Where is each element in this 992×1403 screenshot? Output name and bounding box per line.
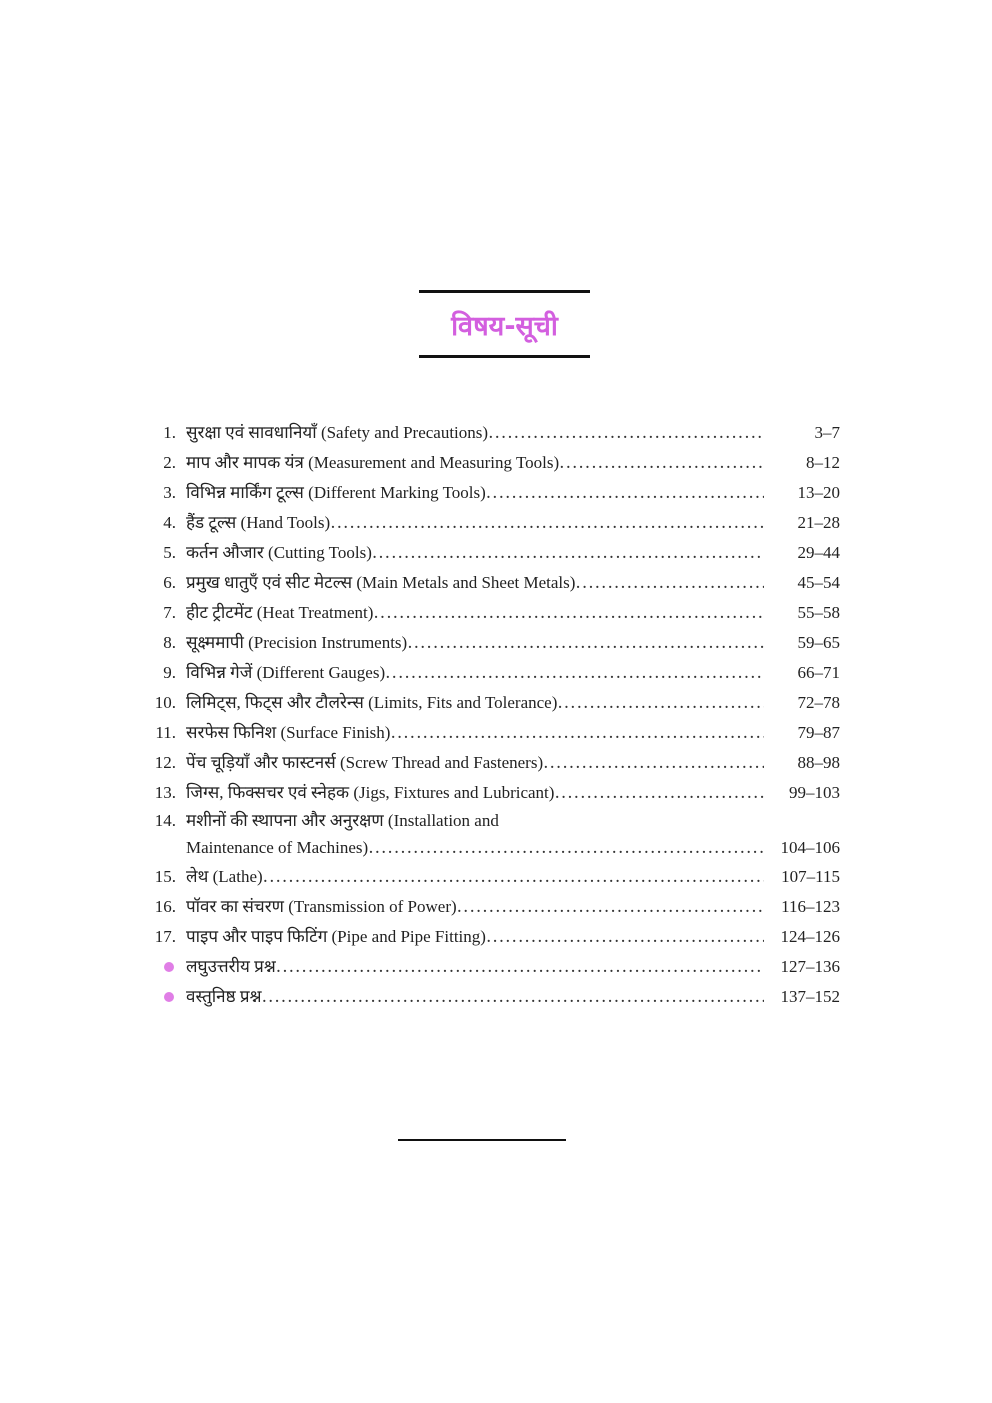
- page-title: विषय-सूची: [451, 310, 558, 342]
- leader-dots: [488, 418, 764, 448]
- toc-title: प्रमुख धातुएँ एवं सीट मेटल्स (Main Metals and Sheet Metals): [186, 573, 576, 592]
- toc-number: 11.: [155, 723, 176, 742]
- toc-title: विभिन्न मार्किंग टूल्स (Different Marking Tools): [186, 483, 486, 502]
- toc-title: सुरक्षा एवं सावधानियाँ (Safety and Precautions): [186, 423, 489, 442]
- toc-row: [140, 922, 840, 952]
- toc-number: 17.: [154, 927, 176, 946]
- leader-dots: [543, 748, 764, 778]
- toc-row: [140, 748, 840, 778]
- toc-title: हैंड टूल्स (Hand Tools): [186, 513, 331, 532]
- leader-dots: [276, 952, 764, 982]
- toc-pages: 124–126: [780, 927, 840, 946]
- toc-pages: 13–20: [797, 483, 840, 502]
- bullet-icon: [140, 982, 186, 1012]
- toc-pages: 45–54: [797, 573, 840, 592]
- leader-dots: [390, 718, 764, 748]
- toc-number: 8.: [163, 633, 176, 652]
- toc-number: 3.: [163, 483, 176, 502]
- toc-pages: 104–106: [780, 838, 840, 857]
- toc-pages: 29–44: [797, 543, 840, 562]
- toc-row: [140, 952, 840, 982]
- leader-dots: [557, 688, 764, 718]
- toc-row: [140, 718, 840, 748]
- toc-pages: 66–71: [797, 663, 840, 682]
- toc-number: 15.: [154, 867, 176, 886]
- toc-number: 1.: [163, 423, 176, 442]
- toc-row: [140, 418, 840, 448]
- toc-pages: 137–152: [780, 987, 840, 1006]
- toc-title: पेंच चूड़ियाँ और फास्टनर्स (Screw Thread and Fasteners): [186, 753, 544, 772]
- toc-title: सूक्ष्ममापी (Precision Instruments): [186, 633, 408, 652]
- toc-title: कर्तन औजार (Cutting Tools): [186, 543, 372, 562]
- bullet-icon: [140, 952, 186, 982]
- toc-pages: 3–7: [814, 423, 840, 442]
- leader-dots: [486, 922, 764, 952]
- toc-title: पॉवर का संचरण (Transmission of Power): [186, 897, 457, 916]
- table-of-contents: [140, 418, 840, 1012]
- toc-pages: 55–58: [797, 603, 840, 622]
- toc-title-line2: Maintenance of Machines): [186, 838, 369, 857]
- toc-row: [140, 658, 840, 688]
- toc-title-line1: मशीनों की स्थापना और अनुरक्षण (Installation and: [186, 811, 499, 830]
- toc-pages: 99–103: [789, 783, 840, 802]
- bottom-divider: [398, 1139, 566, 1141]
- toc-title: लघुउत्तरीय प्रश्न: [186, 957, 276, 976]
- toc-title: सरफेस फिनिश (Surface Finish): [186, 723, 391, 742]
- toc-pages: 72–78: [797, 693, 840, 712]
- toc-number: 12.: [154, 753, 176, 772]
- toc-title: लिमिट्स, फिट्स और टौलरेन्स (Limits, Fits and Tolerance): [186, 693, 558, 712]
- toc-pages: 127–136: [780, 957, 840, 976]
- leader-dots: [373, 598, 764, 628]
- toc-number: 2.: [163, 453, 176, 472]
- toc-pages: 88–98: [797, 753, 840, 772]
- toc-row: [140, 982, 840, 1012]
- toc-title: पाइप और पाइप फिटिंग (Pipe and Pipe Fitting): [186, 927, 486, 946]
- leader-dots: [372, 538, 764, 568]
- leader-dots: [554, 778, 764, 808]
- toc-row: [140, 448, 840, 478]
- title-block: [419, 290, 590, 358]
- toc-pages: 21–28: [797, 513, 840, 532]
- toc-row: [140, 568, 840, 598]
- leader-dots: [330, 508, 764, 538]
- toc-number: 9.: [163, 663, 176, 682]
- toc-pages: 79–87: [797, 723, 840, 742]
- toc-number: 14.: [154, 811, 176, 830]
- toc-title: जिग्स, फिक्सचर एवं स्नेहक (Jigs, Fixtures and Lubricant): [186, 783, 555, 802]
- toc-number: 4.: [163, 513, 176, 532]
- toc-pages: 116–123: [781, 897, 840, 916]
- toc-number: 6.: [163, 573, 176, 592]
- toc-row: [140, 778, 840, 808]
- toc-number: 16.: [154, 897, 176, 916]
- toc-row: [140, 808, 840, 862]
- leader-dots: [559, 448, 764, 478]
- toc-row: [140, 508, 840, 538]
- leader-dots: [368, 834, 764, 862]
- toc-row: [140, 892, 840, 922]
- toc-pages: 8–12: [806, 453, 840, 472]
- leader-dots: [486, 478, 764, 508]
- toc-number: 13.: [154, 783, 176, 802]
- toc-title: हीट ट्रीटमेंट (Heat Treatment): [186, 603, 374, 622]
- leader-dots: [457, 892, 764, 922]
- toc-title: माप और मापक यंत्र (Measurement and Measuring Tools): [186, 453, 560, 472]
- leader-dots: [262, 982, 764, 1012]
- toc-title: वस्तुनिष्ठ प्रश्न: [186, 987, 262, 1006]
- leader-dots: [385, 658, 764, 688]
- toc-row: [140, 688, 840, 718]
- toc-pages: 59–65: [797, 633, 840, 652]
- toc-title: लेथ (Lathe): [186, 867, 263, 886]
- leader-dots: [263, 862, 764, 892]
- toc-row: [140, 862, 840, 892]
- leader-dots: [407, 628, 764, 658]
- toc-row: [140, 478, 840, 508]
- leader-dots: [575, 568, 764, 598]
- toc-pages: 107–115: [781, 867, 840, 886]
- toc-number: 10.: [154, 693, 176, 712]
- toc-number: 7.: [163, 603, 176, 622]
- toc-title: विभिन्न गेजें (Different Gauges): [186, 663, 386, 682]
- toc-row: [140, 598, 840, 628]
- toc-number: 5.: [163, 543, 176, 562]
- toc-row: [140, 538, 840, 568]
- toc-row: [140, 628, 840, 658]
